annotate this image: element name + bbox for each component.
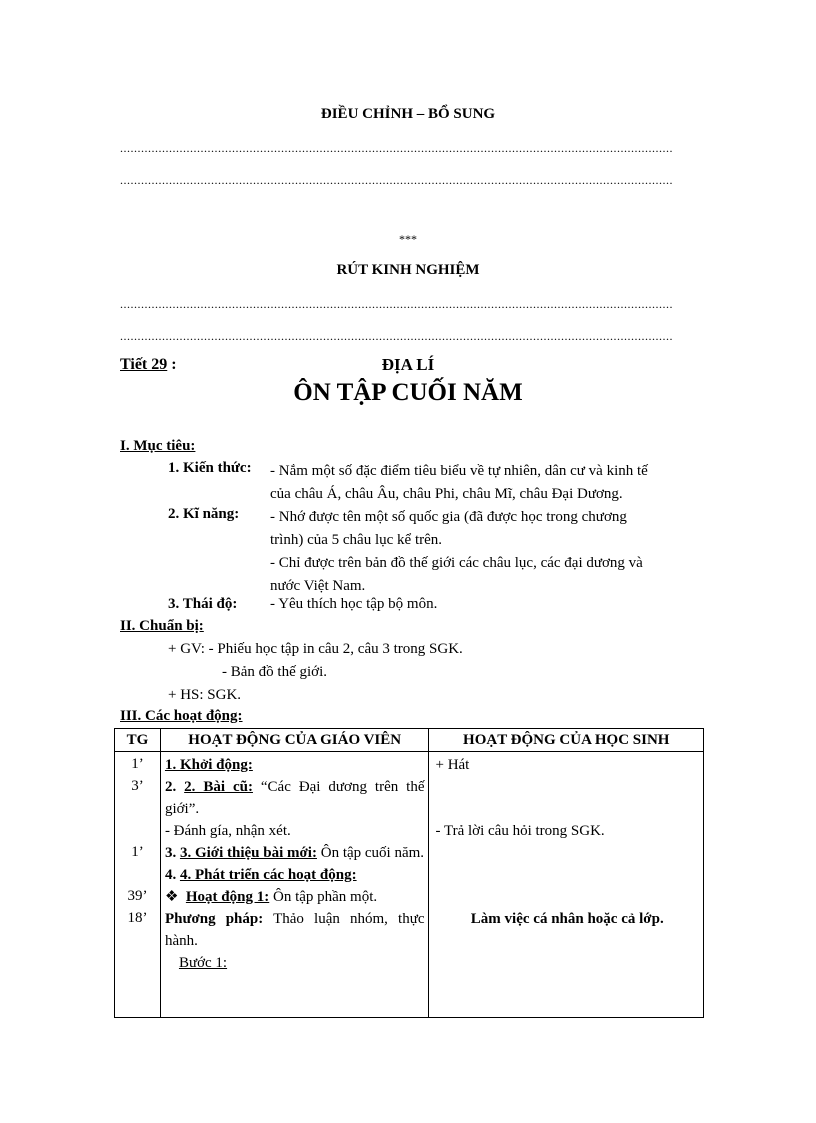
time-column [115,752,161,1018]
activity1-label: Hoạt động 1: [185,889,270,905]
adjustment-heading: ĐIỀU CHỈNH – BỔ SUNG [320,106,496,122]
preparation-line: - Bản đồ thế giới. [222,664,327,680]
answer-line: - Trả lời câu hỏi trong SGK. [435,823,605,839]
time-value: 3’ [131,778,144,794]
sing-line: + Hát [435,757,470,773]
activities-heading: III. Các hoạt động: [120,708,243,724]
column-header-student: HOẠT ĐỘNG CỦA HỌC SINH [429,729,704,752]
lesson-title: ÔN TẬP CUỐI NĂM [293,379,523,406]
evaluate-line: - Đánh gía, nhận xét. [164,823,291,839]
text-line: trình) của 5 châu lục kể trên. [270,532,443,548]
diamond-bullet-icon: ❖ [164,889,179,905]
intro-label-text: 3. Giới thiệu bài mới: [179,845,317,861]
teacher-activity-column [160,752,429,1018]
preparation-line: + GV: - Phiếu học tập in câu 2, câu 3 trong SGK. [168,641,463,657]
table-row [115,752,704,1018]
review-text: “Các Đại dương trên thế giới”. [164,779,425,817]
dotted-line: .............................................................................................................................................................. [120,141,673,155]
step1-label: Bước 1: [178,955,228,971]
lesson-colon: : [167,356,177,373]
column-header-time: TG [115,729,161,752]
lesson-number: Tiết 29 [120,356,168,373]
work-line: Làm việc cá nhân hoặc cả lớp. [470,911,664,927]
experience-heading: RÚT KINH NGHIỆM [336,262,480,278]
activities-table-wrap [114,728,704,1018]
column-header-teacher: HOẠT ĐỘNG CỦA GIÁO VIÊN [160,729,429,752]
objectives-heading: I. Mục tiêu: [120,438,196,454]
objective-attitude-text: - Yêu thích học tập bộ môn. [270,596,438,612]
objective-skills-text [270,506,710,598]
method-line [165,908,425,952]
develop-line [165,864,425,886]
time-value: 18’ [127,910,148,926]
objective-label-skills: 2. Kĩ năng: [168,506,240,522]
method-text: Thảo luận nhóm, thực hành. [164,911,425,949]
review-line [165,776,425,820]
dotted-line: .............................................................................................................................................................. [120,173,673,187]
develop-label: 4. 4. Phát triển các hoạt động: [164,867,357,883]
review-label-text: 2. Bài cũ: [184,779,253,795]
startup-line [165,754,425,776]
text-line: của châu Á, châu Âu, châu Phi, châu Mĩ, châu Đại Dương. [270,486,623,502]
text-line: nước Việt Nam. [270,578,366,594]
method-label: Phương pháp: [164,911,264,927]
step1-line [165,952,425,974]
intro-label: 3. 3. Giới thiệu bài mới: [164,845,317,861]
activity1-line [165,886,425,908]
time-value: 1’ [131,756,144,772]
text-line: - Chỉ được trên bản đồ thế giới các châu lục, các đại dương và [270,555,643,571]
objective-knowledge-text [270,460,710,506]
intro-line [165,842,425,864]
objective-label-attitude: 3. Thái độ: [168,596,238,612]
student-activity-column [429,752,704,1018]
separator: *** [399,232,417,246]
time-value: 39’ [127,888,148,904]
objective-label-knowledge: 1. Kiến thức: [168,460,252,476]
activities-table [114,728,704,1018]
text-line: - Nắm một số đặc điểm tiêu biểu về tự nhiên, dân cư và kinh tế [270,463,648,479]
table-header-row [115,729,704,752]
review-label: 2. 2. Bài cũ: [164,779,253,795]
subject-title: ĐỊA LÍ [381,355,435,374]
activity1-text: Ôn tập phần một. [269,889,378,905]
dotted-line: .............................................................................................................................................................. [120,329,673,343]
startup-label: 1. Khởi động: [164,757,253,773]
preparation-heading: II. Chuẩn bị: [120,618,204,634]
dotted-line: .............................................................................................................................................................. [120,297,673,311]
intro-text: Ôn tập cuối năm. [316,845,425,861]
text-line: - Nhớ được tên một số quốc gia (đã được học trong chương [270,509,627,525]
time-value: 1’ [131,844,144,860]
preparation-line: + HS: SGK. [168,687,242,703]
develop-label-text: 4. Phát triển các hoạt động: [179,867,357,883]
